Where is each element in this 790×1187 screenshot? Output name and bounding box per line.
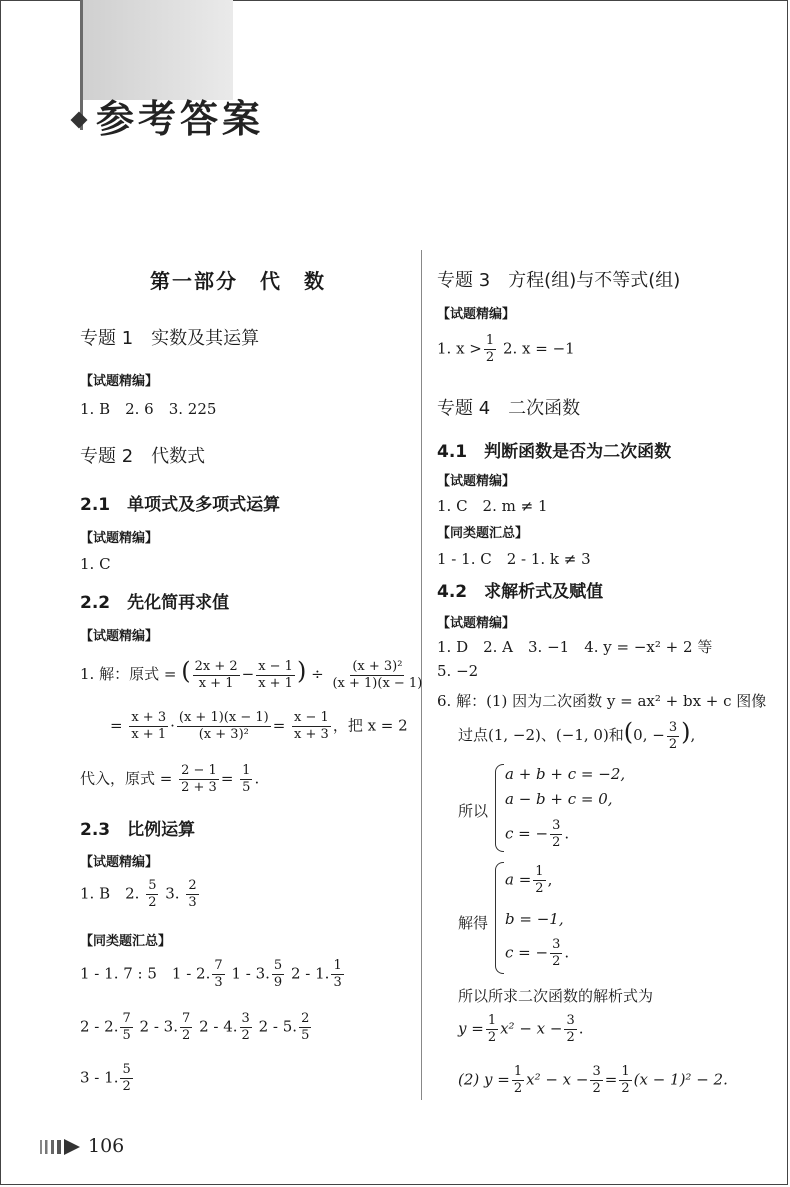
s22-line2: = $\frac{x + 3}{x + 1}$ · $\frac{(x + 1)(x - 1)}{\text{(x + 3)²}}$ = $\frac{x - 1}{x + 3}$ ，把 x = 2: [110, 710, 408, 742]
topic2-title: 专题 2 代数式: [80, 446, 206, 467]
topic1-answers: 1. B 2. 6 3. 225: [80, 400, 217, 418]
s23-tag: 【试题精编】: [80, 855, 159, 870]
s42-part2: (2) y = $\frac{1}{2}$ x² − x − $\frac{3}{2}$ = $\frac{1}{2}$ (x − 1)² − 2.: [458, 1064, 728, 1096]
topic1-tag: 【试题精编】: [80, 374, 159, 389]
sol2: b = −1,: [505, 910, 564, 928]
header-bar: [80, 0, 83, 130]
s23-tag2: 【同类题汇总】: [80, 934, 172, 949]
s42-result: y = $\frac{1}{2}$ x² − x − $\frac{3}{2}$ .: [458, 1013, 584, 1045]
s21-answer: 1. C: [80, 555, 111, 573]
s42-a5: 5. −2: [437, 662, 479, 680]
s41-title: 4.1 判断函数是否为二次函数: [437, 442, 672, 462]
s42-a6: 6. 解：(1) 因为二次函数 y = ax² + bx + c 图像: [437, 692, 767, 710]
s42-a6b: 过点(1, −2)、(−1, 0)和(0, − $\frac{3}{2}$ ),: [458, 718, 696, 752]
page-number: 106: [88, 1135, 125, 1157]
eq2: a − b + c = 0,: [505, 790, 613, 808]
solution-brace: [495, 862, 504, 974]
s22-line3: 代入，原式 = $\frac{2 - 1}{2 + 3}$ = $\frac{1}{5}$ .: [80, 763, 260, 795]
topic3-answers: 1. x > $\frac{1}{2}$ 2. x = −1: [437, 333, 575, 365]
topic3-tag: 【试题精编】: [437, 307, 516, 322]
s41-tag2: 【同类题汇总】: [437, 526, 529, 541]
s41-answers2: 1 - 1. C 2 - 1. k ≠ 3: [437, 550, 591, 568]
s23-title: 2.3 比例运算: [80, 820, 196, 840]
s23-row1: 1 - 1. 7 : 5 1 - 2. $\frac{7}{3}$ 1 - 3. $\frac{5}{9}$ 2 - 1. $\frac{1}{3}$: [80, 958, 342, 990]
s42-so: 所以: [458, 802, 489, 820]
part-title: 第一部分 代 数: [150, 269, 326, 293]
s41-tag: 【试题精编】: [437, 474, 516, 489]
eq1: a + b + c = −2,: [505, 765, 626, 783]
s22-title: 2.2 先化简再求值: [80, 593, 230, 613]
topic3-title: 专题 3 方程(组)与不等式(组): [437, 270, 681, 291]
s22-line1: 1. 解：原式 = ( $\frac{2x + 2}{x + 1}$ − $\frac{x - 1}{x + 1}$ ) ÷ $\frac{\text{(x + 3)²}}{(x + 1)(x - 1)}$: [80, 657, 423, 691]
sol3: c = − $\frac{3}{2}$ .: [505, 937, 570, 969]
s42-title: 4.2 求解析式及赋值: [437, 582, 604, 602]
header-shade: [80, 0, 233, 100]
s23-row2: 2 - 2. $\frac{7}{5}$ 2 - 3. $\frac{7}{2}$ 2 - 4. $\frac{3}{2}$ 2 - 5. $\frac{2}{5}$: [80, 1011, 310, 1043]
s42-solve: 解得: [458, 914, 489, 932]
s21-title: 2.1 单项式及多项式运算: [80, 495, 281, 515]
system-brace: [495, 764, 504, 852]
eq3: c = − $\frac{3}{2}$ .: [505, 818, 570, 850]
page-title: 参考答案: [96, 96, 265, 141]
topic4-title: 专题 4 二次函数: [437, 398, 581, 419]
s22-tag: 【试题精编】: [80, 629, 159, 644]
s23-answers: 1. B 2. $\frac{5}{2}$ 3. $\frac{2}{3}$: [80, 878, 197, 910]
topic1-title: 专题 1 实数及其运算: [80, 328, 260, 349]
s23-row3: 3 - 1. $\frac{5}{2}$: [80, 1062, 131, 1094]
s42-a1: 1. D 2. A 3. −1 4. y = −x² + 2 等: [437, 638, 713, 656]
s42-tag: 【试题精编】: [437, 616, 516, 631]
s41-answers: 1. C 2. m ≠ 1: [437, 497, 548, 515]
s21-tag: 【试题精编】: [80, 531, 159, 546]
page-arrow-icon: [40, 1137, 86, 1161]
sol1: a = $\frac{1}{2}$ ,: [505, 864, 553, 896]
s42-conc: 所以所求二次函数的解析式为: [458, 987, 654, 1005]
